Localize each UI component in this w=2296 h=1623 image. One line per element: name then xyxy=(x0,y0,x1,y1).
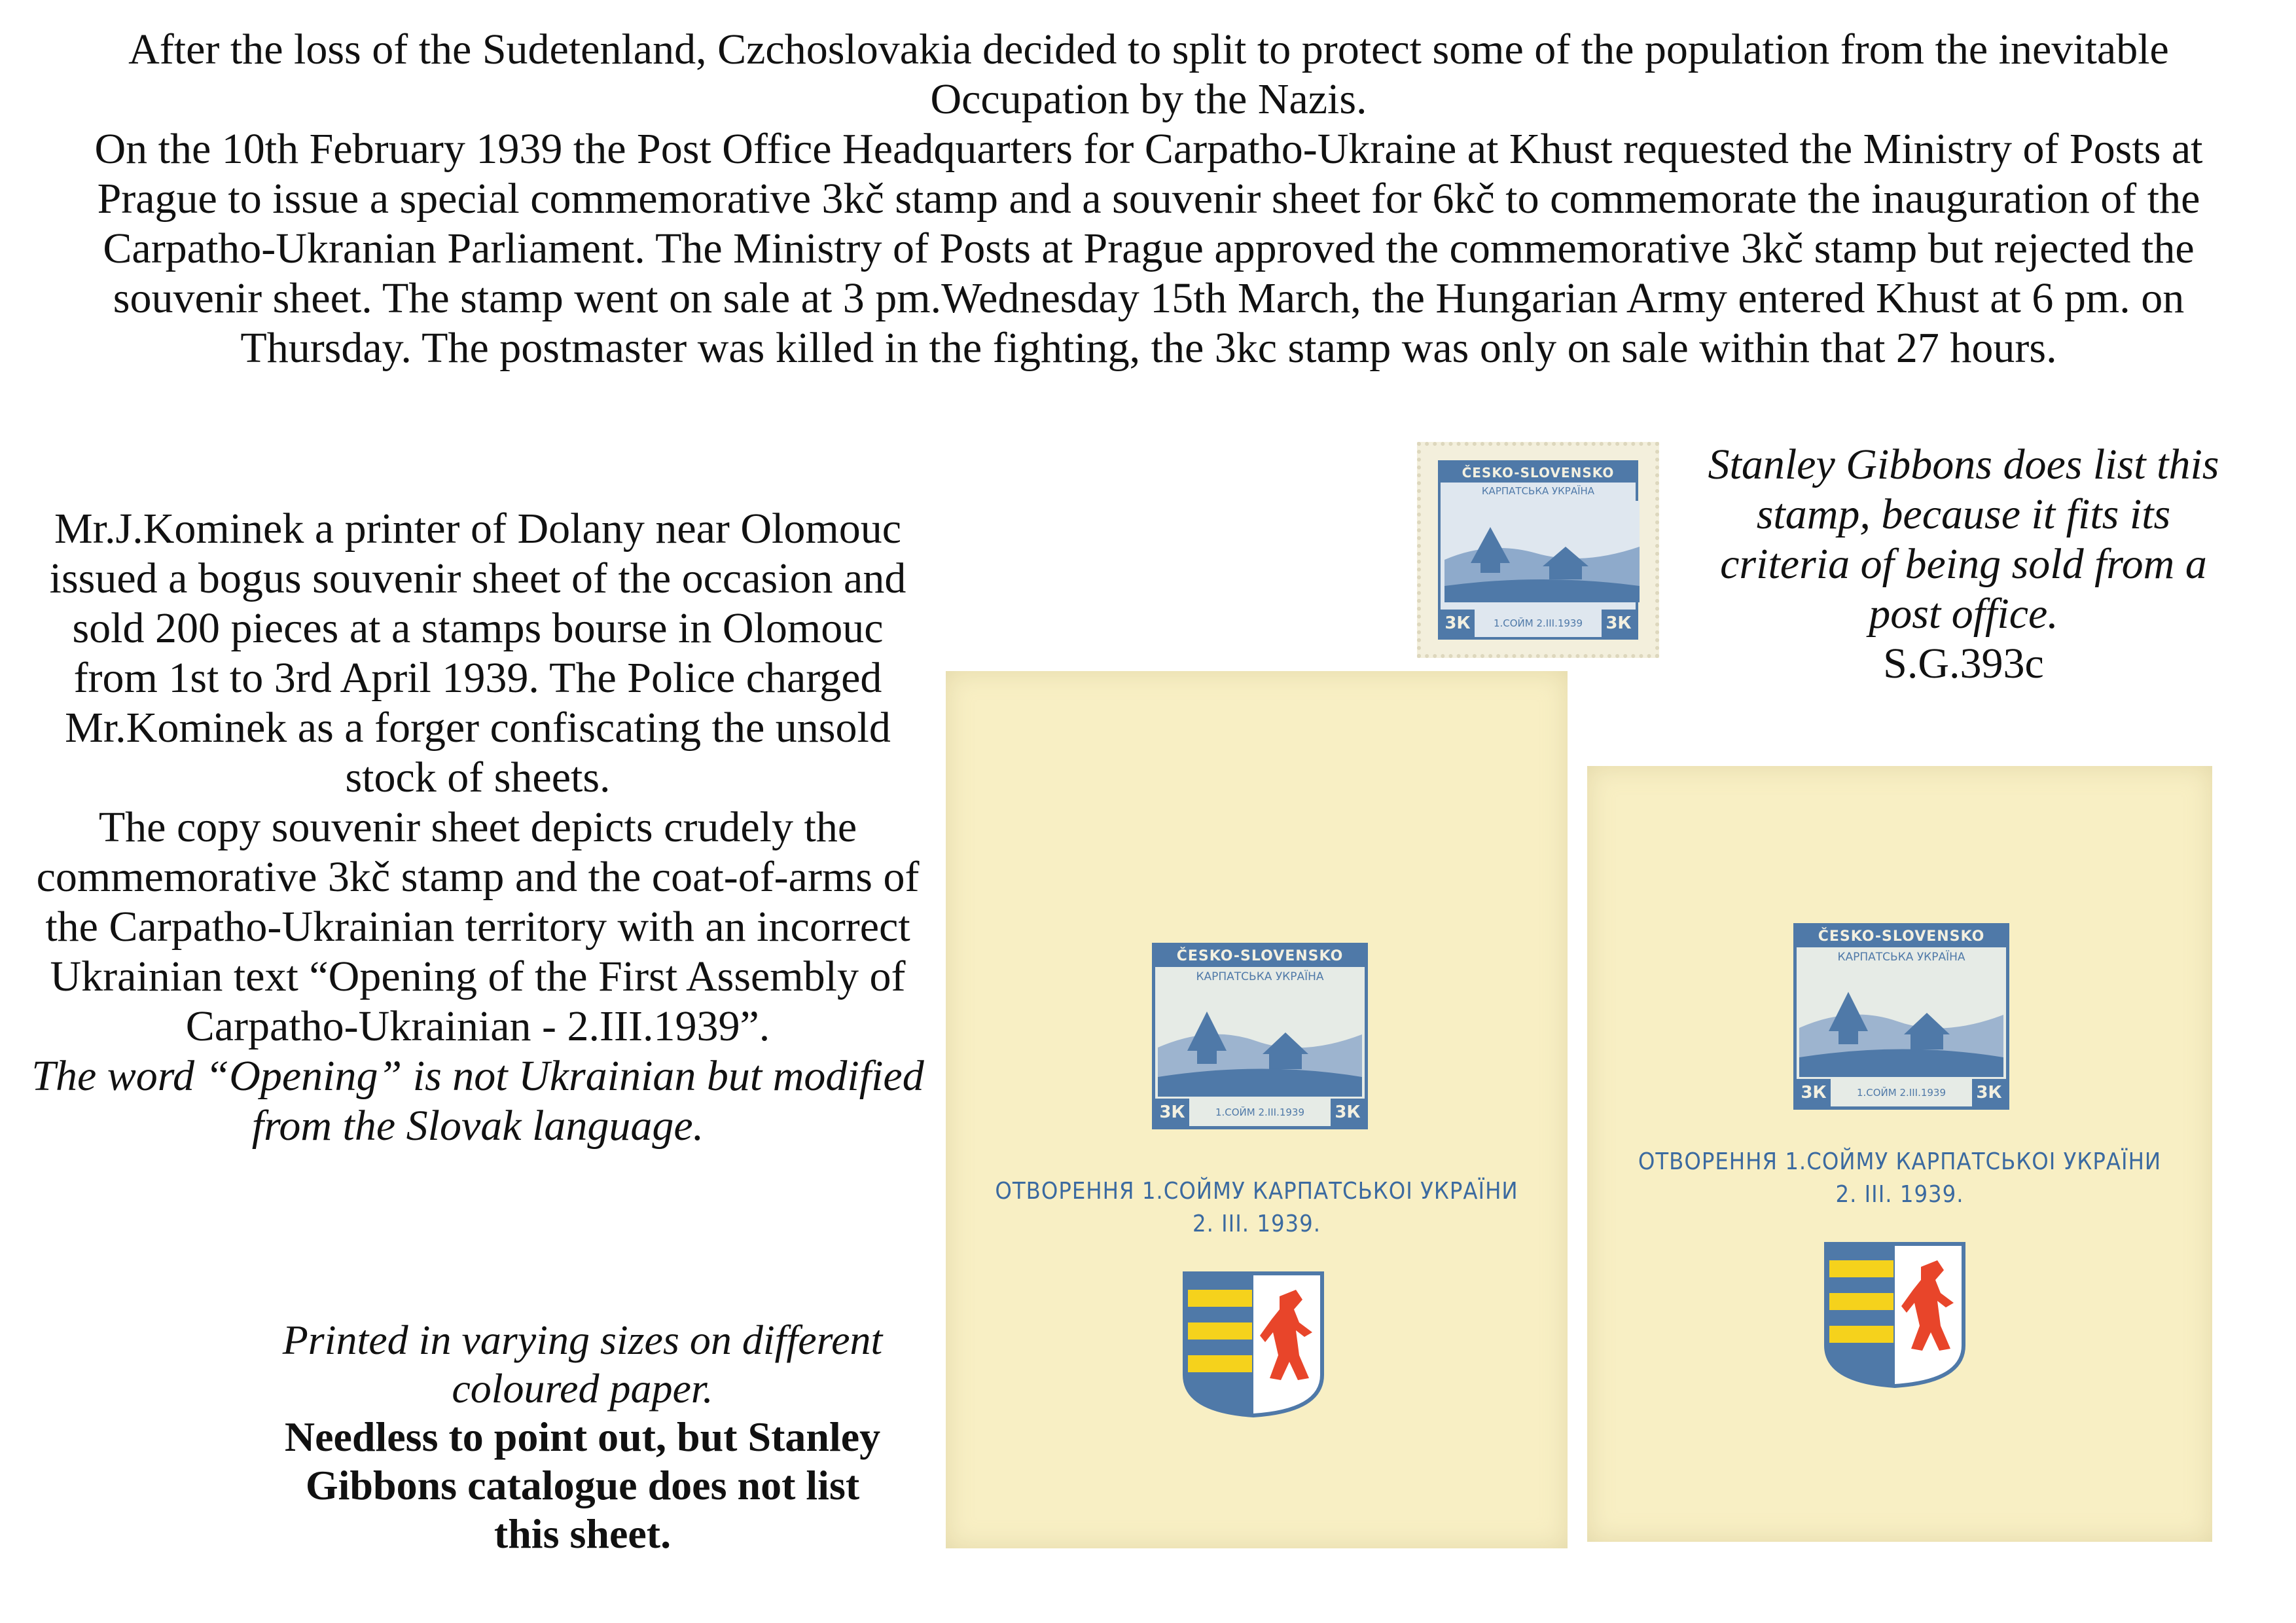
stamp-frame xyxy=(1438,460,1638,640)
sg-catalogue-number: S.G.393c xyxy=(1883,640,2044,687)
sheet2-caption-line-2: 2. III. 1939. xyxy=(1835,1181,1964,1208)
stamp-value-left: 3К xyxy=(1441,610,1475,637)
copy-sheet-paragraph: The copy souvenir sheet depicts crudely the commemorative 3kč stamp and the coat-of-arms of the Carpatho-Ukrainian territory with an incorrect Ukrainian text “Opening of the First Assembly of Carpatho-Ukrainian - 2.III.1939”. xyxy=(36,803,920,1050)
stamp-country: ČESKO-SLOVENSKO xyxy=(1441,463,1636,483)
sheet1-coat-of-arms-icon xyxy=(1181,1270,1325,1417)
sheet2-stamp-design xyxy=(1793,923,2009,1110)
sheet2-date: 1.СОЙМ 2.III.1939 xyxy=(1856,1087,1946,1099)
sheet1-caption-line-1: ОТВОРЕННЯ 1.СОЙМУ КАРПАТСЬКОІ УКРАЇНИ xyxy=(995,1178,1518,1205)
intro-paragraph-2: On the 10th February 1939 the Post Office Headquarters for Carpatho-Ukraine at Khust requested the Ministry of Posts at Prague to issue a special commemorative 3kč stamp and a souvenir sheet for 6kč to commemorate the inauguration of the Carpatho-Ukranian Parliament. The Ministry of Posts at Prague approved the commemorative 3kč stamp but rejected the souvenir sheet. The stamp went on sale at 3 pm.Wednesday 15th March, the Hungarian Army entered Khust at 6 pm. on Thursday. The postmaster was killed in the fighting, the 3kc stamp was only on sale within that 27 hours. xyxy=(94,125,2203,372)
stamp-bottom-band xyxy=(1441,610,1636,637)
sheet1-stamp-bottom xyxy=(1155,1099,1365,1126)
stamp-landscape-illustration xyxy=(1444,501,1640,602)
catalogue-note-bold: Needless to point out, but Stanley Gibbons catalogue does not list this sheet. xyxy=(284,1413,881,1557)
kominek-paragraph: Mr.J.Kominek a printer of Dolany near Olomouc issued a bogus souvenir sheet of the occasion and sold 200 pieces at a stamps bourse in Olomouc from 1st to 3rd April 1939. The Police charged Mr.Kominek as a forger confiscating the unsold stock of sheets. xyxy=(49,505,906,801)
kominek-description xyxy=(26,504,929,1151)
sheet1-caption-line-2: 2. III. 1939. xyxy=(1192,1211,1321,1237)
sheet2-coat-of-arms-icon xyxy=(1823,1241,1967,1388)
sheet2-stamp-region: КАРПАТСЬКА УКРАЇНА xyxy=(1837,951,1965,964)
sheet2-value-right: 3К xyxy=(1972,1079,2006,1106)
sheet2-value-left: 3К xyxy=(1797,1079,1831,1106)
sheet2-caption xyxy=(1587,1146,2212,1211)
sheet1-date: 1.СОЙМ 2.III.1939 xyxy=(1215,1106,1305,1118)
bogus-souvenir-sheet-2 xyxy=(1587,766,2212,1542)
stamp-value-right: 3К xyxy=(1602,610,1636,637)
stanley-gibbons-note xyxy=(1689,440,2238,689)
sheet2-stamp-bottom xyxy=(1797,1079,2006,1106)
sheet1-caption xyxy=(946,1175,1568,1241)
printing-note-italic: Printed in varying sizes on different coloured paper. xyxy=(282,1317,883,1412)
intro-text xyxy=(33,25,2265,373)
sheet2-stamp-country: ČESKO-SLOVENSKO xyxy=(1797,926,2006,947)
stamp-date: 1.СОЙМ 2.III.1939 xyxy=(1493,617,1583,629)
sg-note-text: Stanley Gibbons does list this stamp, because it fits its criteria of being sold from a post office. xyxy=(1708,441,2219,638)
sheet2-landscape-illustration xyxy=(1799,966,2003,1077)
intro-paragraph-1: After the loss of the Sudetenland, Czchoslovakia decided to split to protect some of the population from the inevitable Occupation by the Nazis. xyxy=(128,26,2169,123)
genuine-stamp-image xyxy=(1417,442,1659,658)
sheet1-stamp-region: КАРПАТСЬКА УКРАЇНА xyxy=(1196,970,1324,983)
stamp-design xyxy=(1441,463,1636,637)
sheet1-value-left: 3К xyxy=(1155,1099,1189,1126)
sheet1-stamp-country: ČESKO-SLOVENSKO xyxy=(1155,946,1365,967)
sheet1-stamp-design xyxy=(1152,943,1368,1129)
opening-word-note: The word “Opening” is not Ukrainian but modified from the Slovak language. xyxy=(31,1052,924,1150)
sheet2-caption-line-1: ОТВОРЕННЯ 1.СОЙМУ КАРПАТСЬКОІ УКРАЇНИ xyxy=(1638,1148,2162,1175)
printing-note xyxy=(275,1316,890,1558)
bogus-souvenir-sheet-1 xyxy=(946,671,1568,1548)
stamp-region: КАРПАТСЬКА УКРАЇНА xyxy=(1481,485,1595,497)
sheet1-value-right: 3К xyxy=(1331,1099,1365,1126)
sheet1-landscape-illustration xyxy=(1158,985,1362,1097)
